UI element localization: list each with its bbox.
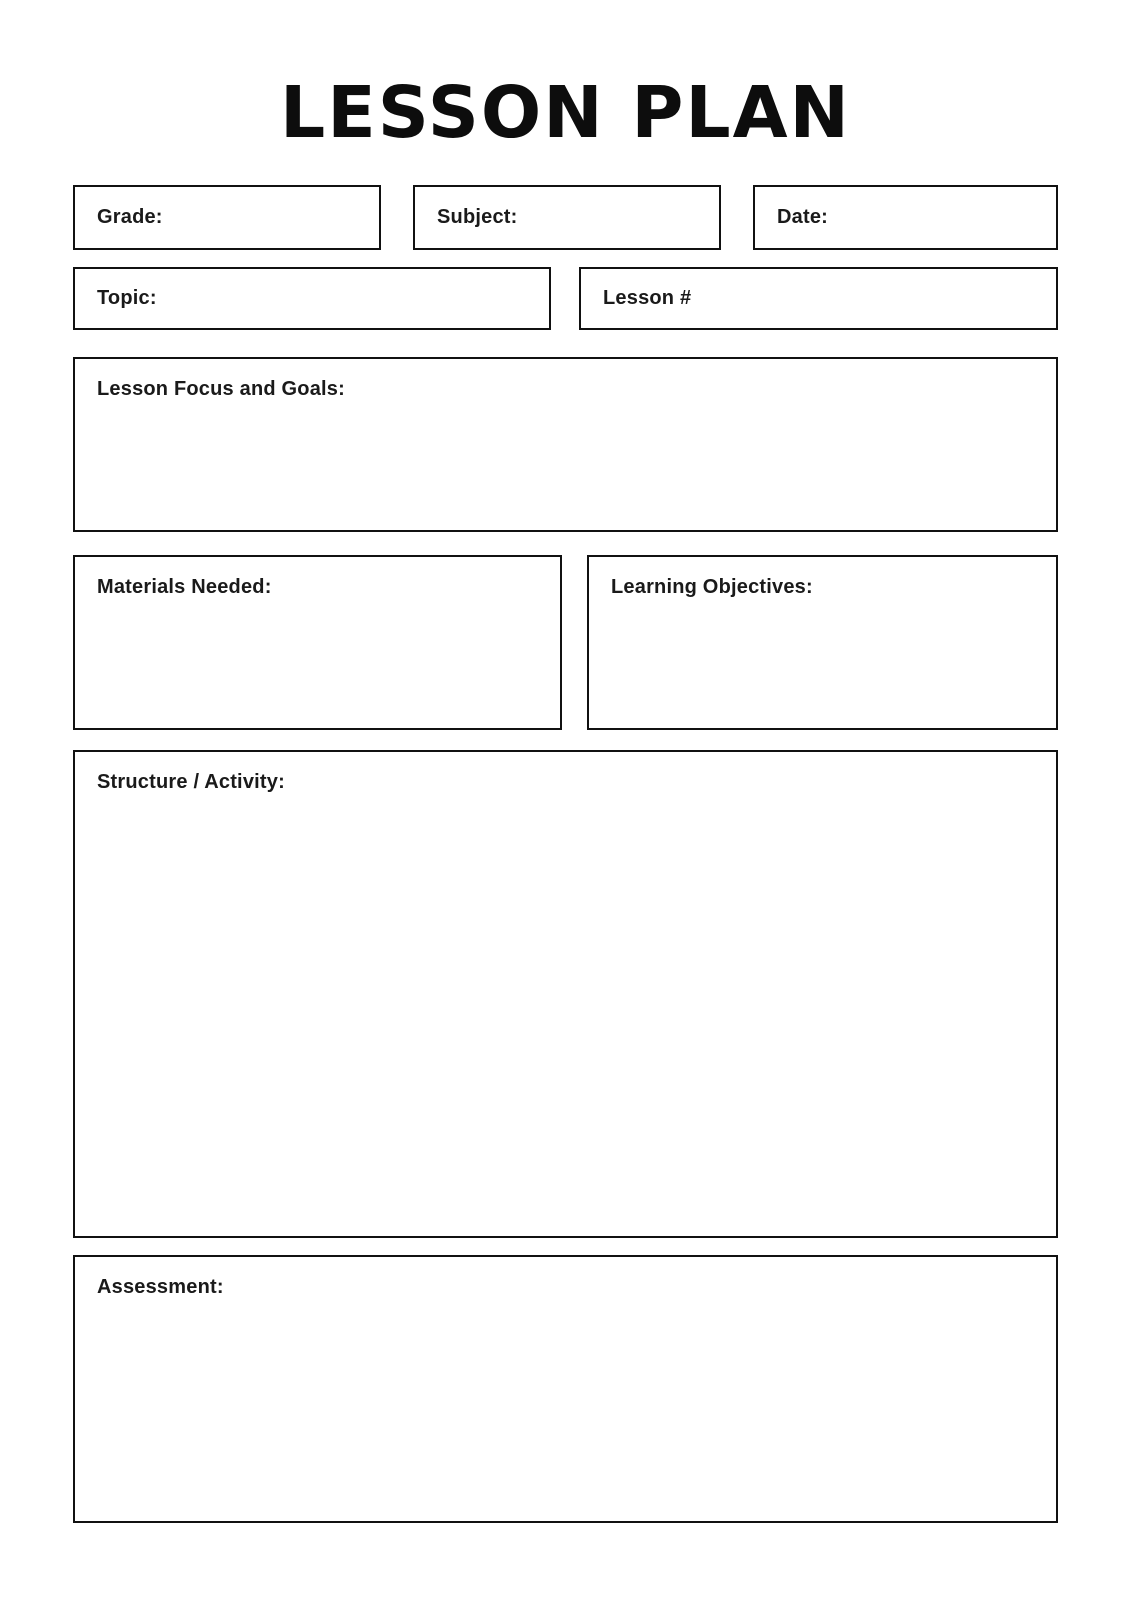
subject-label: Subject:	[437, 206, 518, 228]
learning-objectives-field[interactable]	[587, 555, 1058, 730]
topic-field[interactable]	[73, 267, 551, 330]
form-content	[73, 185, 1058, 1523]
grade-field[interactable]	[73, 185, 381, 250]
subject-field[interactable]	[413, 185, 721, 250]
row-grade-subject-date	[73, 185, 1058, 250]
lesson-focus-goals-label: Lesson Focus and Goals:	[97, 378, 345, 400]
assessment-label: Assessment:	[97, 1276, 224, 1298]
materials-needed-field[interactable]	[73, 555, 562, 730]
page-title: LESSON PLAN	[280, 71, 851, 154]
learning-objectives-label: Learning Objectives:	[611, 576, 813, 598]
assessment-field[interactable]	[73, 1255, 1058, 1523]
date-label: Date:	[777, 206, 829, 228]
date-field[interactable]	[753, 185, 1058, 250]
row-materials-objectives	[73, 555, 1058, 730]
lesson-focus-goals-field[interactable]	[73, 357, 1058, 532]
lesson-number-label: Lesson #	[603, 287, 692, 309]
structure-activity-field[interactable]	[73, 750, 1058, 1238]
structure-activity-label: Structure / Activity:	[97, 771, 285, 793]
row-topic-lesson-number	[73, 267, 1058, 330]
topic-label: Topic:	[97, 287, 157, 309]
grade-label: Grade:	[97, 206, 163, 228]
lesson-number-field[interactable]	[579, 267, 1058, 330]
materials-needed-label: Materials Needed:	[97, 576, 272, 598]
